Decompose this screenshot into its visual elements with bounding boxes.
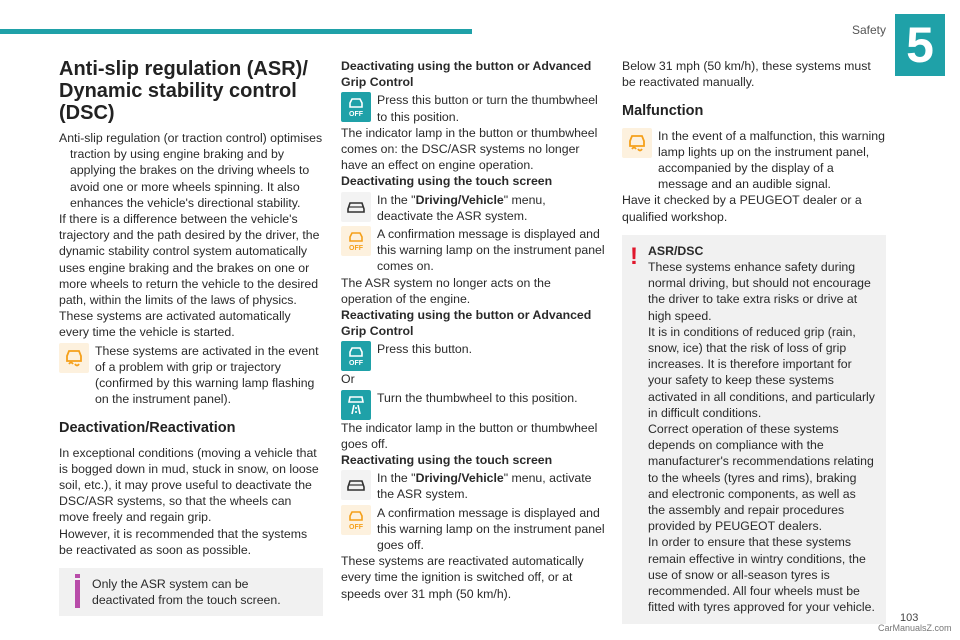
skid-off-button-icon bbox=[341, 92, 371, 122]
malfunction-text: In the event of a malfunction, this warning lamp lights up on the instrument panel, accompanied by the display of a message and an audible signal. bbox=[658, 128, 885, 192]
warning-box bbox=[622, 235, 886, 624]
lamp-text: These systems are activated in the event of a problem with grip or trajectory (confirmed by this warning lamp flashing on the instrument panel). bbox=[95, 343, 319, 407]
press-button-row bbox=[341, 341, 605, 371]
column-3 bbox=[622, 58, 886, 624]
dsc-paragraph: If there is a difference between the vehicle's trajectory and the path desired by the driver, the dynamic stability control system automatically uses engine braking and the brakes on one or more wheels to return the vehicle to the desired path, within the limits of the laws of physics. bbox=[59, 212, 320, 308]
header-accent-bar bbox=[0, 29, 472, 34]
subheading-deactivate-button: Deactivating using the button or Advanced Grip Control bbox=[341, 59, 592, 90]
confirm-on-text: A confirmation message is displayed and this warning lamp on the instrument panel goes off. bbox=[377, 505, 605, 553]
skid-off-warning-icon bbox=[341, 226, 371, 256]
chapter-number-tab: 5 bbox=[895, 14, 945, 76]
info-icon bbox=[75, 580, 80, 608]
confirm-off-row bbox=[341, 226, 605, 275]
confirm-off-text: A confirmation message is displayed and this warning lamp on the instrument panel comes on. bbox=[377, 227, 605, 274]
confirm-on-row bbox=[341, 505, 605, 554]
manual-reactivation-paragraph: Below 31 mph (50 km/h), these systems must be reactivated manually. bbox=[622, 59, 871, 90]
off-button-text: Press this button or turn the thumbwheel to this position. bbox=[377, 93, 598, 124]
press-button-text: Press this button. bbox=[377, 342, 473, 357]
section-title: Safety bbox=[851, 23, 886, 37]
watermark: CarManualsZ.com bbox=[878, 623, 952, 633]
indicator-off-paragraph: The indicator lamp in the button or thumbwheel goes off. bbox=[341, 420, 598, 451]
thumbwheel-row bbox=[341, 390, 605, 420]
warning-icon: ! bbox=[630, 242, 638, 270]
thumbwheel-text: Turn the thumbwheel to this position. bbox=[377, 390, 578, 405]
intro-paragraph: Anti-slip regulation (or traction control) optimises traction by using engine braking and by applying the brakes on the driving wheels to avoid one or more wheels spinning. It also enhances the vehicle's directional stability. bbox=[59, 131, 323, 210]
deactivation-paragraph: In exceptional conditions (moving a vehicle that is bogged down in mud, stuck in snow, on loose soil, etc.), it may prove useful to deactivate the DSC/ASR systems, so that the wheels can move freely and regain grip. bbox=[59, 445, 319, 525]
touch-activate-text: In the "Driving/Vehicle" menu, activate the ASR system. bbox=[377, 471, 592, 502]
skid-icon bbox=[622, 128, 652, 158]
svg-text:OFF: OFF bbox=[349, 360, 363, 368]
touch-activate-row bbox=[341, 470, 605, 502]
warning-paragraph-4: In order to ensure that these systems remain effective in wintry conditions, the use of snow or all-season tyres is recommended. All four wheels must be fitted with tyres approved for your vehicle. bbox=[648, 535, 875, 615]
asr-no-longer-paragraph: The ASR system no longer acts on the operation of the engine. bbox=[341, 275, 551, 306]
malfunction-heading: Malfunction bbox=[622, 103, 704, 120]
road-icon bbox=[341, 390, 371, 420]
subheading-reactivate-touch: Reactivating using the touch screen bbox=[341, 453, 553, 468]
dealer-paragraph: Have it checked by a PEUGEOT dealer or a qualified workshop. bbox=[622, 193, 862, 224]
skid-off-warning-icon bbox=[341, 505, 371, 535]
deactivation-heading: Deactivation/Reactivation bbox=[59, 420, 236, 437]
info-box bbox=[59, 568, 323, 616]
indicator-on-paragraph: The indicator lamp in the button or thumbwheel comes on: the DSC/ASR systems no longer have an effect on engine operation. bbox=[341, 125, 598, 173]
touch-deactivate-text: In the "Driving/Vehicle" menu, deactivate the ASR system. bbox=[377, 192, 546, 223]
column-1 bbox=[59, 58, 323, 616]
warning-title: ASR/DSC bbox=[648, 243, 704, 258]
subheading-reactivate-button: Reactivating using the button or Advanced Grip Control bbox=[341, 308, 592, 339]
car-icon bbox=[341, 192, 371, 222]
auto-activation-paragraph: These systems are activated automatically every time the vehicle is started. bbox=[59, 309, 291, 340]
svg-text:OFF: OFF bbox=[349, 523, 363, 531]
car-icon bbox=[341, 470, 371, 500]
skid-icon bbox=[59, 343, 89, 373]
warning-paragraph-3: Correct operation of these systems depends on compliance with the manufacturer's recommendations relating to the wheels (tyres and rims), braking and electronic components, as well as the assembly and repair procedures provided by PEUGEOT dealers. bbox=[648, 422, 874, 534]
page-title: Anti-slip regulation (ASR)/ Dynamic stability control (DSC) bbox=[59, 58, 308, 124]
touch-deactivate-row bbox=[341, 192, 605, 224]
warning-paragraph-2: It is in conditions of reduced grip (rain, snow, ice) that the risk of loss of grip increases. It is therefore important for your safety to keep these systems activated in all conditions, and particularly in difficult conditions. bbox=[648, 324, 875, 420]
off-button-row bbox=[341, 92, 605, 124]
malfunction-row bbox=[622, 128, 886, 193]
auto-reactivation-paragraph: These systems are reactivated automatically every time the ignition is switched off, or at speeds over 31 mph (50 km/h). bbox=[341, 554, 584, 601]
subheading-deactivate-touch: Deactivating using the touch screen bbox=[341, 174, 553, 189]
info-text: Only the ASR system can be deactivated from the touch screen. bbox=[92, 577, 281, 608]
skid-off-button-icon bbox=[341, 341, 371, 371]
warning-content bbox=[648, 243, 876, 616]
lamp-row bbox=[59, 343, 323, 408]
page-number: 103 bbox=[900, 612, 919, 624]
svg-text:OFF: OFF bbox=[349, 111, 363, 119]
column-2 bbox=[341, 58, 605, 602]
recommendation-paragraph: However, it is recommended that the systems be reactivated as soon as possible. bbox=[59, 526, 308, 557]
or-text: Or bbox=[341, 372, 355, 387]
warning-paragraph-1: These systems enhance safety during normal driving, but should not encourage the driver to take extra risks or drive at high speed. bbox=[648, 260, 871, 323]
svg-text:OFF: OFF bbox=[349, 245, 363, 253]
